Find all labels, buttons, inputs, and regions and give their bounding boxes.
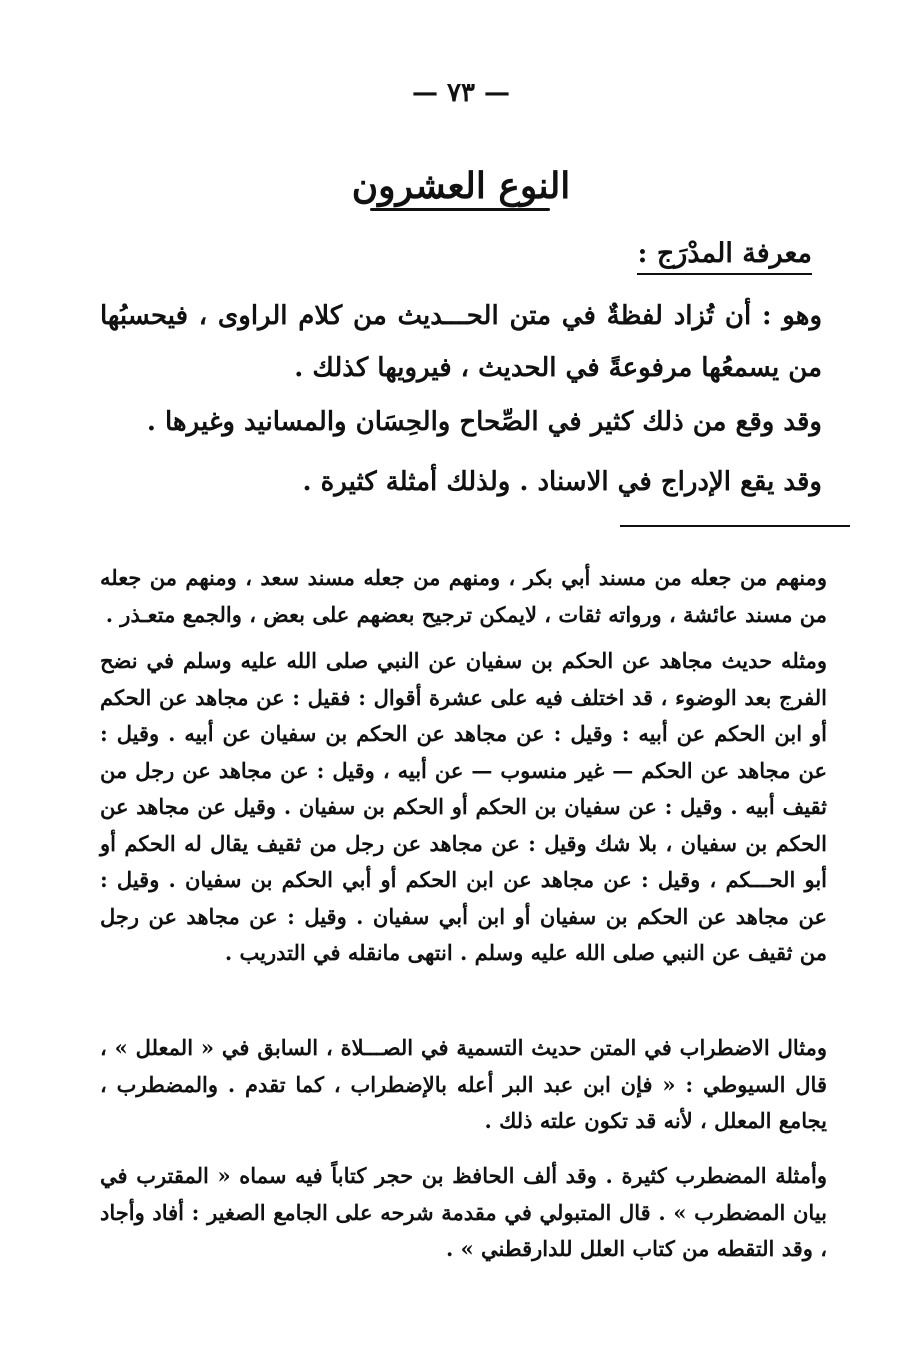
- title-underline-decoration: [370, 208, 550, 211]
- footnote-paragraph-1: ومنهم من جعله من مسند أبي بكر ، ومنهم من جعله مسند سعد ، ومنهم من جعله من مسند عائشة ، ورواته ثقات ، لايمكن ترجيح بعضهم على بعض ، والجمع متعـذر .: [100, 565, 827, 627]
- main-paragraph-occurrence: وقد وقع من ذلك كثير في الصِّحاح والحِسَان والمسانيد وغيرها .: [146, 407, 822, 437]
- main-paragraph-definition: وهو : أن تُزاد لفظةٌ في متن الحـــديث من كلام الراوى ، فيحسبُها من يسمعُها مرفوعةً في الحديث ، فيرويها كذلك .: [100, 301, 822, 383]
- chapter-title: النوع العشرون: [351, 165, 571, 207]
- page-number: — ٧٣ —: [411, 78, 511, 108]
- section-heading: معرفة المدْرَج :: [637, 238, 812, 275]
- footnote-paragraph-4: وأمثلة المضطرب كثيرة . وقد ألف الحافظ بن حجر كتاباً فيه سماه « المقترب في بيان المضطرب » . قال المتبولي في مقدمة شرحه على الجامع الصغير : أفاد وأجاد ، وقد التقطه من كتاب العلل للدارقطني » .: [100, 1163, 827, 1261]
- footnote-paragraph-3: ومثال الاضطراب في المتن حديث التسمية في الصـــلاة ، السابق في « المعلل » ، قال السيوطي : « فإن ابن عبد البر أعله بالإضطراب ، كما تقدم . والمضطرب ، يجامع المعلل ، لأنه قد تكون علته ذلك .: [100, 1035, 827, 1133]
- footnote-divider: [620, 525, 850, 527]
- footnote-paragraph-2: ومثله حديث مجاهد عن الحكم بن سفيان عن النبي صلى الله عليه وسلم في نضح الفرج بعد الوضوء ، قد اختلف فيه على عشرة أقوال : فقيل : عن مجاهد عن الحكم أو ابن الحكم عن أبيه : وقيل : عن مجاهد عن الحكم بن سفيان عن أبيه . وقيل : عن مجاهد عن الحكم — غير منسوب — عن أبيه ، وقيل : عن مجاهد عن رجل من ثقيف أبيه . وقيل : عن سفيان بن الحكم أو الحكم بن سفيان . وقيل عن مجاهد عن الحكم بن سفيان ، بلا شك وقيل : عن مجاهد عن رجل من ثقيف يقال له الحكم أو أبو الحـــكم ، وقيل : عن مجاهد عن ابن الحكم أو أبي الحكم بن سفيان . وقيل : عن مجاهد عن الحكم بن سفيان أو ابن أبي سفيان . وقيل : عن مجاهد عن رجل من ثقيف عن النبي صلى الله عليه وسلم . انتهى مانقله في التدريب .: [100, 648, 827, 965]
- main-paragraph-isnad: وقد يقع الإدراج في الاسناد . ولذلك أمثلة كثيرة .: [302, 467, 822, 497]
